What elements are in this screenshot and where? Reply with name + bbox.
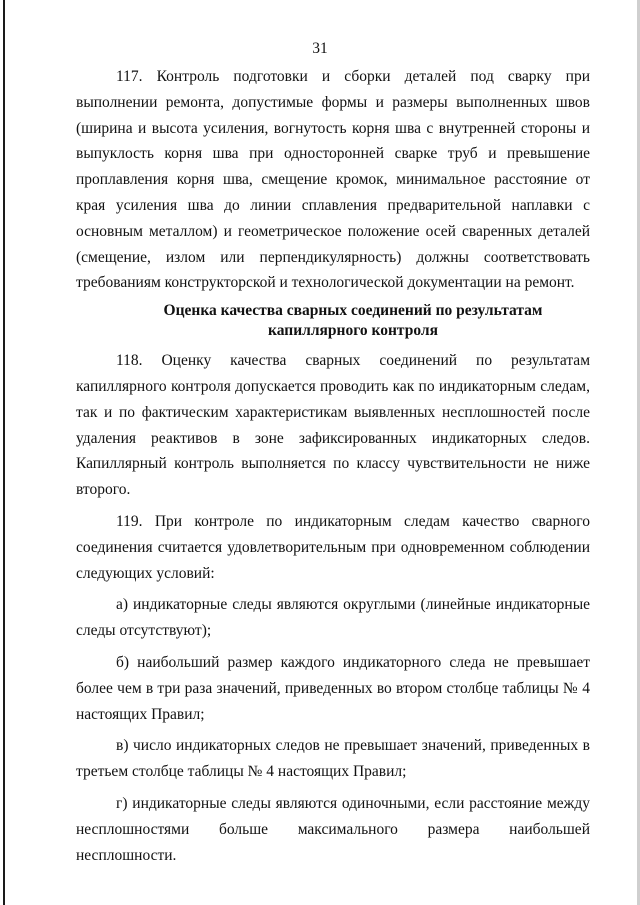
paragraph-117: 117. Контроль подготовки и сборки деталей под сварку при выполнении ремонта, допустимые формы и размеры выполненных швов (ширина и высота усиления, вогнутость корня шва с внутренней стороны и выпуклость корня шва при односторонней сварке труб и превышение проплавления корня шва, смещение кромок, минимальное расстояние от края усиления шва до линии сплавления предварительной наплавки с основным металлом) и геометрическое положение осей сваренных деталей (смещение, излом или перпендикулярность) должны соответствовать требованиям конструкторской и технологической документации на ремонт. — [76, 68, 590, 292]
page-number: 31 — [312, 40, 328, 57]
scan-left-edge — [3, 0, 5, 905]
list-item-b: б) наибольший размер каждого индикаторного следа не превышает более чем в три раза значений, приведенных во втором столбце таблицы № 4 настоящих Правил; — [76, 653, 590, 723]
list-item-v: в) число индикаторных следов не превышает значений, приведенных в третьем столбце таблицы № 4 настоящих Правил; — [76, 737, 590, 781]
document-body — [76, 64, 590, 868]
list-item-a: а) индикаторные следы являются округлыми (линейные индикаторные следы отсутствуют); — [76, 596, 590, 640]
paragraph-118: 118. Оценку качества сварных соединений по результатам капиллярного контроля допускается проводить как по индикаторным следам, так и по фактическим характеристикам выявленных несплошностей после удаления реактивов в зоне зафиксированных индикаторных следов. Капиллярный контроль выполняется по классу чувствительности не ниже второго. — [76, 352, 590, 499]
paragraph-119: 119. При контроле по индикаторным следам качество сварного соединения считается удовлетворительным при одновременном соблюдении следующих условий: — [76, 512, 590, 582]
list-item-g: г) индикаторные следы являются одиночными, если расстояние между несплошностями больше максимального размера наибольшей несплошности. — [76, 794, 590, 864]
section-heading: Оценка качества сварных соединений по результатам капиллярного контроля — [163, 302, 543, 340]
